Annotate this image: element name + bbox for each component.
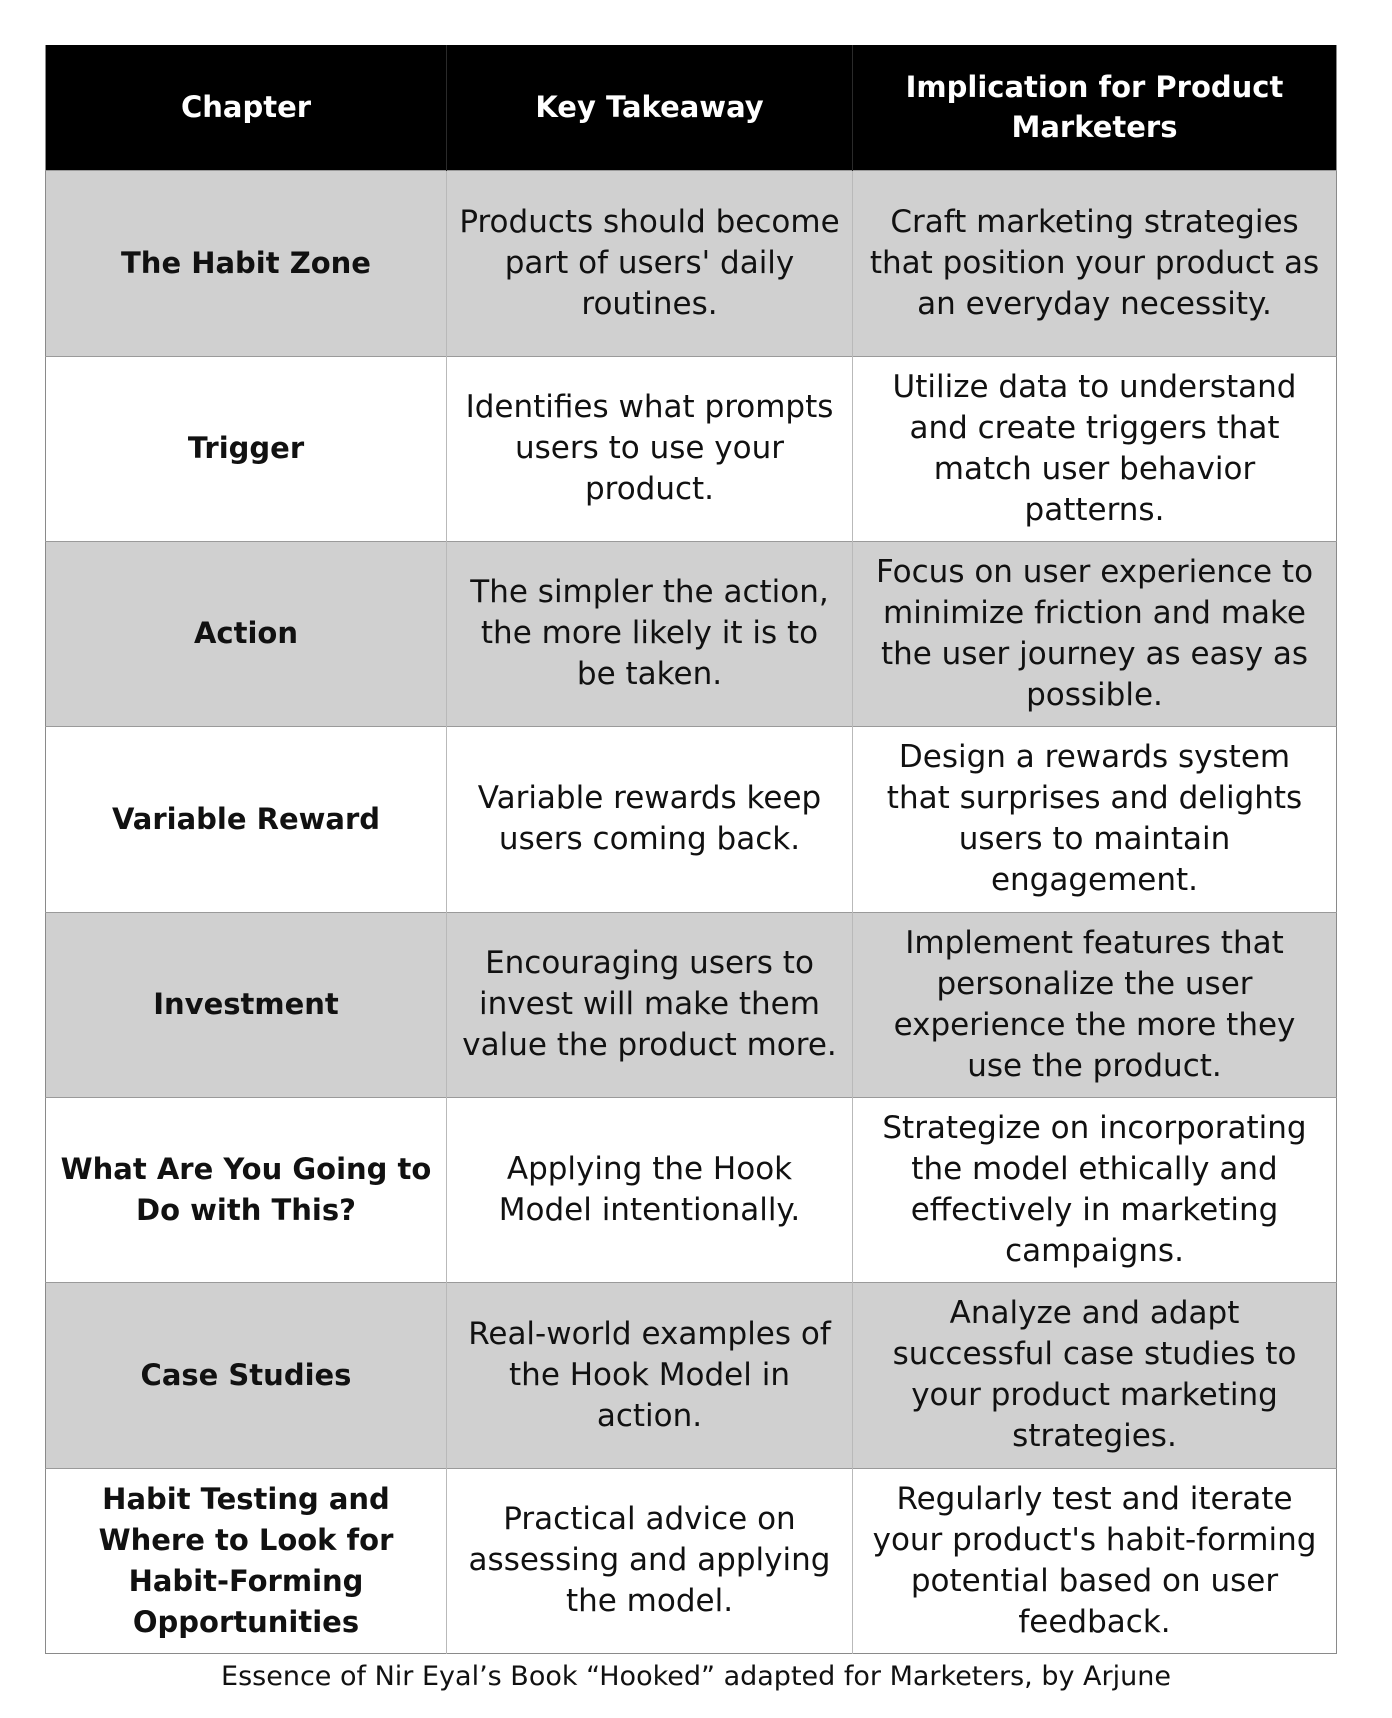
chapter-cell: Action — [46, 541, 447, 726]
chapter-cell: Case Studies — [46, 1282, 447, 1468]
header-chapter: Chapter — [46, 45, 447, 170]
chapter-cell: Habit Testing and Where to Look for Habit-Forming Opportunities — [46, 1468, 447, 1653]
implication-cell: Implement features that personalize the user experience the more they use the product. — [853, 912, 1337, 1097]
table-header — [46, 45, 1337, 170]
header-key-takeaway: Key Takeaway — [447, 45, 853, 170]
takeaway-cell: Variable rewards keep users coming back. — [447, 726, 853, 912]
chapter-cell: What Are You Going to Do with This? — [46, 1097, 447, 1282]
implication-cell: Utilize data to understand and create triggers that match user behavior patterns. — [853, 356, 1337, 541]
takeaway-cell: Encouraging users to invest will make them value the product more. — [447, 912, 853, 1097]
takeaway-cell: Real-world examples of the Hook Model in action. — [447, 1282, 853, 1468]
implication-cell: Strategize on incorporating the model ethically and effectively in marketing campaigns. — [853, 1097, 1337, 1282]
table-caption: Essence of Nir Eyal’s Book “Hooked” adapted for Marketers, by Arjune — [221, 1661, 1171, 1692]
implication-cell: Design a rewards system that surprises and delights users to maintain engagement. — [853, 726, 1337, 912]
implication-cell: Regularly test and iterate your product's habit-forming potential based on user feedback. — [853, 1468, 1337, 1653]
hooked-summary-table-container — [45, 45, 1336, 1654]
table-row — [46, 356, 1337, 541]
takeaway-cell: Products should become part of users' daily routines. — [447, 170, 853, 356]
takeaway-cell: Practical advice on assessing and applying the model. — [447, 1468, 853, 1653]
takeaway-cell: Identifies what prompts users to use your product. — [447, 356, 853, 541]
chapter-cell: The Habit Zone — [46, 170, 447, 356]
implication-cell: Analyze and adapt successful case studies to your product marketing strategies. — [853, 1282, 1337, 1468]
chapter-cell: Variable Reward — [46, 726, 447, 912]
header-implication: Implication for Product Marketers — [853, 45, 1337, 170]
takeaway-cell: Applying the Hook Model intentionally. — [447, 1097, 853, 1282]
header-row — [46, 45, 1337, 170]
table-row — [46, 1468, 1337, 1653]
table-row — [46, 1282, 1337, 1468]
table-row — [46, 726, 1337, 912]
table-row — [46, 1097, 1337, 1282]
table-row — [46, 541, 1337, 726]
takeaway-cell: The simpler the action, the more likely it is to be taken. — [447, 541, 853, 726]
implication-cell: Craft marketing strategies that position your product as an everyday necessity. — [853, 170, 1337, 356]
chapter-cell: Investment — [46, 912, 447, 1097]
implication-cell: Focus on user experience to minimize friction and make the user journey as easy as possible. — [853, 541, 1337, 726]
table-row — [46, 912, 1337, 1097]
chapter-cell: Trigger — [46, 356, 447, 541]
table-body — [46, 170, 1337, 1653]
table-row — [46, 170, 1337, 356]
hooked-summary-table — [45, 45, 1337, 1654]
